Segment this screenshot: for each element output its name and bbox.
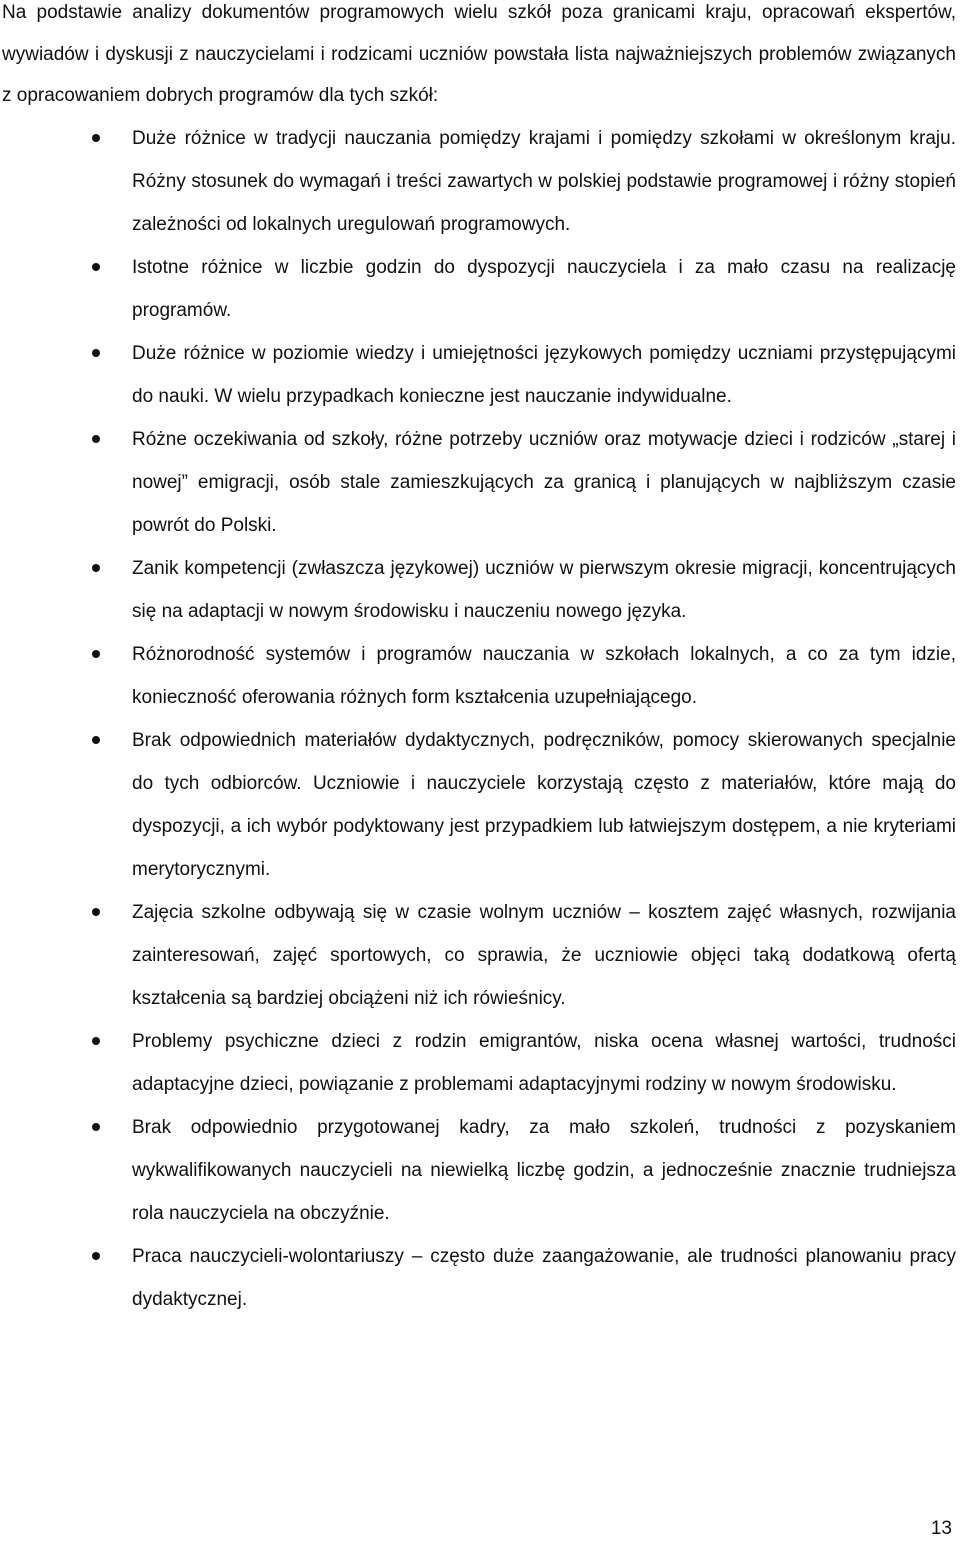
list-item [0,891,958,1020]
list-item-text: Brak odpowiednich materiałów dydaktycznych, podręczników, pomocy skierowanych specjalnie do tych odbiorców. Uczniowie i nauczyciele korzystają często z materiałów, które mają do dyspozycji, a ich wybór podyktowany jest przypadkiem lub łatwiejszym dostępem, a nie kryteriami merytorycznymi. [132,730,956,880]
bullet-icon [92,435,100,443]
list-item-text: Praca nauczycieli-wolontariuszy – często duże zaangażowanie, ale trudności planowaniu pracy dydaktycznej. [132,1246,956,1310]
list-item [0,332,958,418]
bullet-icon [92,349,100,357]
list-item-text: Zanik kompetencji (zwłaszcza językowej) uczniów w pierwszym okresie migracji, koncentrujących się na adaptacji w nowym środowisku i nauczeniu nowego języka. [132,558,956,622]
list-item [0,246,958,332]
list-item-text: Różne oczekiwania od szkoły, różne potrzeby uczniów oraz motywacje dzieci i rodziców „starej i nowej” emigracji, osób stale zamieszkujących za granicą i planujących w najbliższym czasie powrót do Polski. [132,429,956,536]
list-item-text: Różnorodność systemów i programów nauczania w szkołach lokalnych, a co za tym idzie, konieczność oferowania różnych form kształcenia uzupełniającego. [132,644,956,708]
list-item [0,1106,958,1235]
bullet-icon [92,1252,100,1260]
list-item-text: Istotne różnice w liczbie godzin do dyspozycji nauczyciela i za mało czasu na realizację programów. [132,257,956,321]
list-item-text: Duże różnice w tradycji nauczania pomiędzy krajami i pomiędzy szkołami w określonym kraju. Różny stosunek do wymagań i treści zawartych w polskiej podstawie programowej i różny stopień zależności od lokalnych uregulowań programowych. [132,128,956,235]
list-item-text: Duże różnice w poziomie wiedzy i umiejętności językowych pomiędzy uczniami przystępującymi do nauki. W wielu przypadkach konieczne jest nauczanie indywidualne. [132,343,956,407]
list-item [0,418,958,547]
list-item [0,719,958,891]
list-item [0,1235,958,1321]
bullet-icon [92,1037,100,1045]
bullet-icon [92,908,100,916]
bullet-icon [92,650,100,658]
bullet-icon [92,564,100,572]
page-number: 13 [930,1518,952,1539]
bullet-icon [92,1123,100,1131]
list-item [0,547,958,633]
problem-list [0,117,958,1321]
bullet-icon [92,134,100,142]
list-item-text: Brak odpowiednio przygotowanej kadry, za mało szkoleń, trudności z pozyskaniem wykwalifikowanych nauczycieli na niewielką liczbę godzin, a jednocześnie znacznie trudniejsza rola nauczyciela na obczyźnie. [132,1117,956,1224]
bullet-icon [92,736,100,744]
bullet-icon [92,263,100,271]
list-item-text: Problemy psychiczne dzieci z rodzin emigrantów, niska ocena własnej wartości, trudności adaptacyjne dzieci, powiązanie z problemami adaptacyjnymi rodziny w nowym środowisku. [132,1031,956,1095]
list-item [0,117,958,246]
list-item-text: Zajęcia szkolne odbywają się w czasie wolnym uczniów – kosztem zajęć własnych, rozwijania zainteresowań, zajęć sportowych, co sprawia, że uczniowie objęci taką dodatkową ofertą kształcenia są bardziej obciążeni niż ich rówieśnicy. [132,902,956,1009]
list-item [0,633,958,719]
intro-paragraph: Na podstawie analizy dokumentów programowych wielu szkół poza granicami kraju, opracowań ekspertów, wywiadów i dyskusji z nauczycielami i rodzicami uczniów powstała lista najważniejszych problemów związanych z opracowaniem dobrych programów dla tych szkół: [2,2,956,106]
list-item [0,1020,958,1106]
